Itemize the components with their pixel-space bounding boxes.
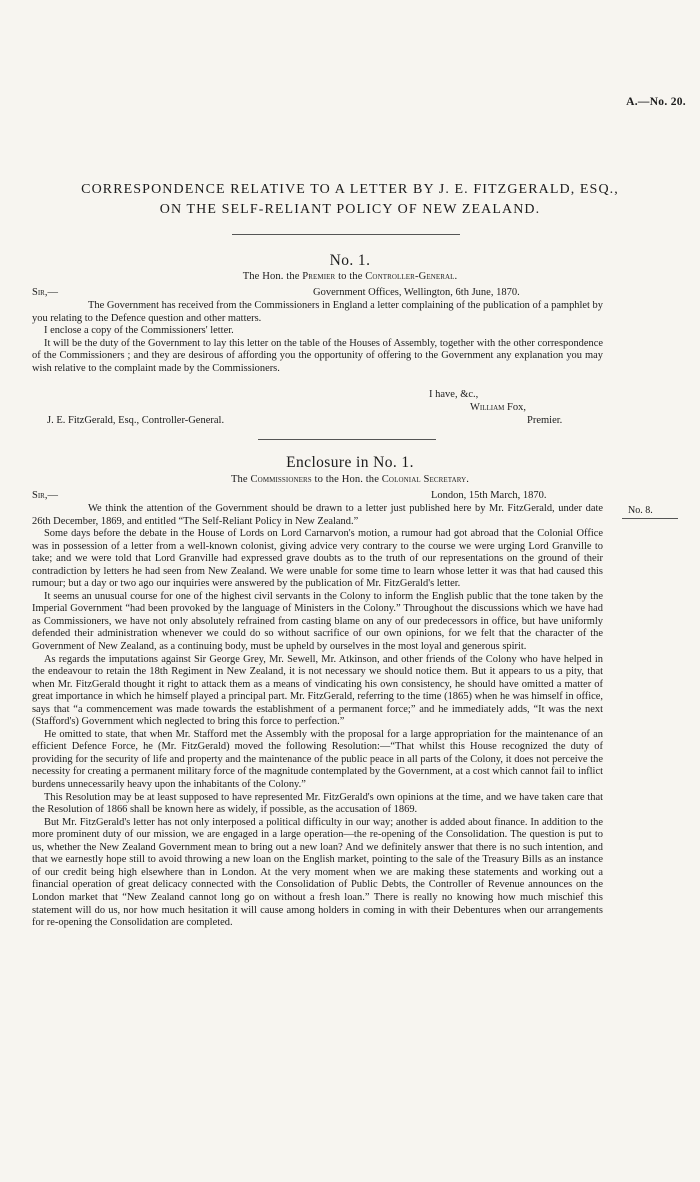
enclosure-paragraph: We think the attention of the Government should be drawn to a letter just published here by Mr. FitzGerald, under date 26th December, 1869, and entitled “The Self-Reliant Policy in New Zealand.”: [32, 503, 603, 527]
enclosure-salutation: Sir,—: [32, 490, 58, 501]
title-rule: [232, 234, 460, 235]
enclosure-paragraph: It seems an unusual course for one of the highest civil servants in the Colony to inform the English public that the tone taken by the Imperial Government “had been provoked by the language of Ministers in the Colony.” Throughout the discussions which we have had as Commissioners, we have not only absolutely refrained from casting blame on any of our predecessors in office, but have uniformly defended their administration whenever we could do so without sacrifice of our own opinions, for we felt that the character of the Government of New Zealand, as a continuing body, must be upheld by ourselves in the most loyal and generous spirit.: [32, 590, 603, 653]
document-title: [20, 180, 680, 220]
no1-subheading: [0, 271, 700, 282]
no1-paragraph: I enclose a copy of the Commissioners' letter.: [44, 325, 234, 337]
no1-signature-last: Fox,: [507, 402, 526, 413]
no1-letter-body: [32, 300, 603, 375]
enclosure-sub-mid: to the Hon. the: [314, 474, 379, 485]
enclosure-paragraph: But Mr. FitzGerald's letter has not only interposed a political difficulty in our way; another is added about finance. In addition to the more prominent duty of our mission, we are engaged in a large operation—the re-opening of the Consolidation. The question is put to us, whether the New Zealand Government mean to bring out a new loan? And we definitely answer that there is no such intention, and that we earnestly hope still to avoid throwing a new loan on the English market, pointing to the sale of the Treasury Bills as an instance of our credit being high elsewhere than in London. At the very moment when we are making these statements and working out a financial operation of great delicacy connected with the Consolidation of Public Debts, the Controller of Revenue announces on the London market that “New Zealand cannot long go on without a fresh loan.” There is really no knowing how much mischief this statement will do us, nor how much hesitation it will cause among holders in coming in with their Debentures when our arrangements for re-opening the Consolidation are completed.: [32, 816, 603, 929]
no1-closing: I have, &c.,: [429, 389, 479, 400]
no1-heading: No. 1.: [329, 252, 371, 269]
section-rule: [258, 439, 436, 440]
no1-signature-first: William: [470, 402, 505, 413]
margin-reference: [622, 505, 678, 519]
no1-sub-pre: The Hon. the: [242, 271, 300, 282]
enclosure-paragraph: Some days before the debate in the House of Lords on Lord Carnarvon's motion, a rumour had got abroad that the Colonial Office was in possession of a letter from a well-known colonist, giving advice very contrary to the course we were urging Lord Granville to take; and we were told that Lord Granville had expressed grave doubts as to the truth of our representations on the ground of their contradiction by letters he had seen from New Zealand. We were unable for some time to learn whose letter it was that had caused this rumour; but a day or two ago our inquiries were answered by the publication of Mr. FitzGerald's letter.: [32, 528, 603, 590]
enclosure-sub-from: Commissioners: [250, 474, 312, 485]
enclosure-sub-to: Colonial Secretary.: [381, 474, 470, 485]
enclosure-sub-pre: The: [230, 474, 248, 485]
no1-signature-title: Premier.: [527, 415, 563, 426]
margin-reference-text: No. 8.: [628, 505, 653, 516]
enclosure-paragraph: This Resolution may be at least supposed to have represented Mr. FitzGerald's own opinions at the time, and we have taken care that the Resolution of 1866 shall be known here as widely, if possible, as the accusation of 1869.: [32, 791, 603, 816]
enclosure-place-date: London, 15th March, 1870.: [431, 490, 547, 501]
title-line-2: ON THE SELF-RELIANT POLICY OF NEW ZEALAND.: [159, 202, 541, 217]
no1-paragraph: It will be the duty of the Government to lay this letter on the table of the Houses of Assembly, together with the other correspondence of the Commissioners ; and they are desirous of affording you the opportunity of offering to the Government any explanation you may wish relative to the complaint made by the Commissioners.: [32, 337, 603, 374]
no1-signature: [470, 402, 526, 415]
no1-sub-to: Controller-General.: [365, 271, 458, 282]
no1-sub-mid: to the: [338, 271, 363, 282]
title-line-1: CORRESPONDENCE RELATIVE TO A LETTER BY J. E. FITZGERALD, ESQ.,: [81, 182, 619, 197]
enclosure-heading: Enclosure in No. 1.: [286, 454, 414, 471]
enclosure-subheading: [0, 474, 700, 485]
no1-sub-from: Premier: [302, 271, 336, 282]
no1-salutation: Sir,—: [32, 287, 58, 298]
page-number: A.—No. 20.: [626, 96, 686, 108]
enclosure-paragraph: He omitted to state, that when Mr. Stafford met the Assembly with the proposal for a large appropriation for the maintenance of an efficient Defence Force, he (Mr. FitzGerald) moved the following Resolution:—“That whilst this House recognized the duty of providing for the security of life and property and the maintenance of the public peace in all parts of the Colony, it does not perceive the necessity for creating a permanent military force of the magnitude contemplated by the Government, at a cost which cannot fail to inflict burdens unnecessarily heavy upon the inhabitants of the Colony.”: [32, 728, 603, 791]
enclosure-letter-body: [32, 503, 603, 930]
no1-addressee: J. E. FitzGerald, Esq., Controller-General.: [47, 415, 225, 426]
enclosure-paragraph: As regards the imputations against Sir George Grey, Mr. Sewell, Mr. Atkinson, and other friends of the Colony who have helped in the endeavour to retain the 18th Regiment in New Zealand, it is not necessary we should notice them. But it appears to us a pity, that when Mr. FitzGerald thought it right to attack them as a means of vindicating his own consistency, he should have omitted a matter of great importance in which he himself played a principal part. Mr. FitzGerald, referring to the time (1865) when he was himself in office, says that “a commencement was made towards the establishment of a permanent force;” and he immediately adds, “It was the next (Stafford's) Government which neglected to bring this force to perfection.”: [32, 653, 603, 728]
no1-paragraph: The Government has received from the Commissioners in England a letter complaining of the publication of a pamphlet by you relating to the Defence question and other matters.: [32, 300, 603, 324]
no1-place-date: Government Offices, Wellington, 6th June, 1870.: [313, 287, 520, 298]
margin-reference-rule: [622, 518, 678, 519]
